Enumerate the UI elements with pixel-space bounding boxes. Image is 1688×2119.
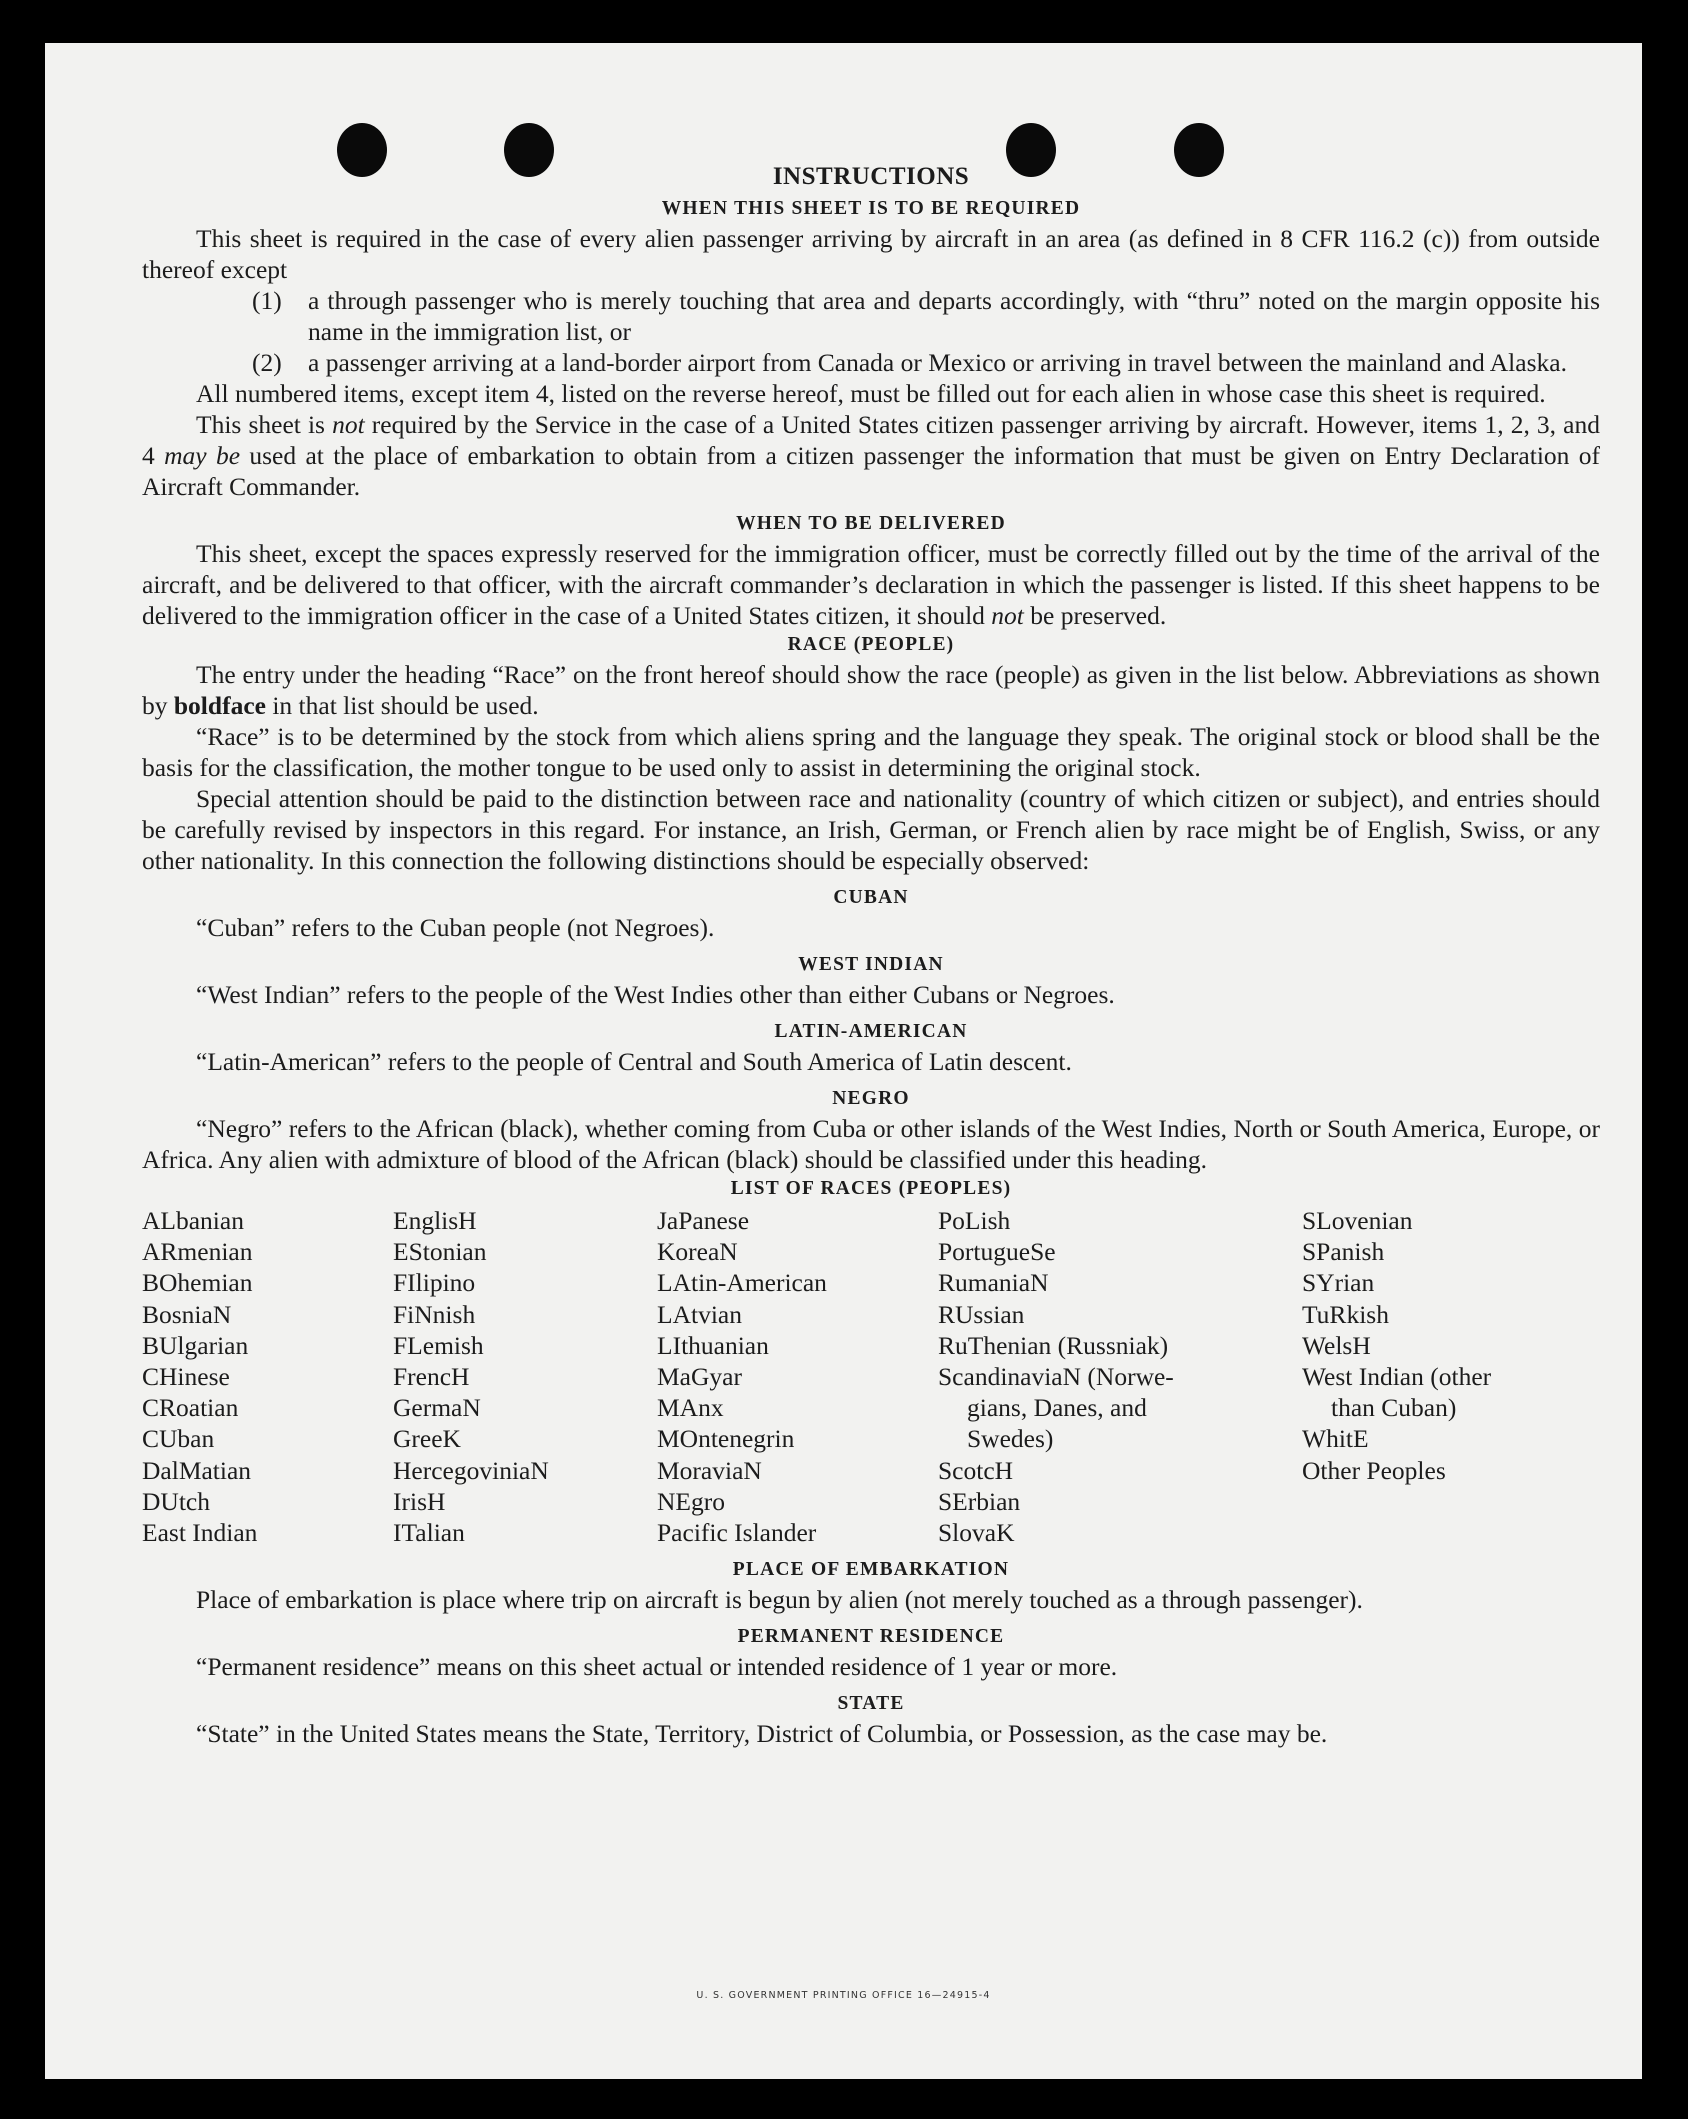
race-item: BosniaN — [142, 1299, 232, 1329]
race-item: EnglisH — [393, 1206, 477, 1235]
paragraph: Special attention should be paid to the distinction between race and nationality (country of which citizen or subject), and entries should be carefully revised by inspectors in this regard. For instance, an Irish, German, or French alien by race might be of English, Swiss, or any other nationality. In this connection the following distinctions should be especially observed: — [142, 784, 1600, 875]
race-item: ScotcH — [938, 1455, 1014, 1485]
race-item: GreeK — [393, 1424, 461, 1454]
text-run: in that list should be used. — [265, 691, 539, 720]
page-title: INSTRUCTIONS — [772, 163, 970, 190]
race-item: RUssian — [938, 1299, 1025, 1329]
bold-text: boldface — [173, 691, 266, 720]
race-item: WelsH — [1302, 1330, 1371, 1360]
race-item: CHinese — [142, 1362, 230, 1392]
race-item: TuRkish — [1302, 1299, 1389, 1329]
paragraph: Place of embarkation is place where trip on aircraft is begun by alien (not merely touched as a through passenger). — [196, 1585, 1363, 1615]
paragraph — [142, 659, 1600, 721]
text-run: required by the Service in the case of a United States citizen passenger arriving by aircraft. However, items 1, 2, 3, and 4 — [142, 410, 1600, 470]
race-list — [142, 1205, 1600, 1548]
italic-text: may be — [164, 441, 241, 470]
race-item: ITalian — [393, 1518, 465, 1548]
list-item — [142, 347, 1600, 378]
section-heading: LIST OF RACES (PEOPLES) — [730, 1178, 1012, 1199]
race-item-continued: than Cuban) — [1331, 1393, 1457, 1423]
race-item: MoraviaN — [657, 1455, 762, 1485]
paragraph — [142, 538, 1600, 631]
race-column — [393, 1205, 657, 1548]
race-item: MAnx — [657, 1393, 724, 1423]
printer-imprint: U. S. GOVERNMENT PRINTING OFFICE 16—24915-4 — [696, 1990, 991, 2001]
race-item: BUlgarian — [142, 1330, 249, 1360]
race-item: LIthuanian — [657, 1330, 769, 1360]
race-item: Other Peoples — [1302, 1455, 1446, 1485]
section-heading: PERMANENT RESIDENCE — [737, 1626, 1005, 1648]
race-item: East Indian — [142, 1518, 258, 1548]
paragraph: “Negro” refers to the African (black), whether coming from Cuba or other islands of the West Indies, North or South America, Europe, or Africa. Any alien with admixture of blood of the African (black) should be classified under this heading. — [142, 1114, 1600, 1174]
race-item: West Indian (other — [1302, 1362, 1492, 1392]
race-item: KoreaN — [657, 1237, 738, 1267]
race-item: FLemish — [393, 1330, 484, 1360]
item-text: a passenger arriving at a land-border airport from Canada or Mexico or arriving in travel between the mainland and Alaska. — [308, 348, 1567, 377]
text-run: used at the place of embarkation to obtain from a citizen passenger the information that must be given on Entry Declaration of Aircraft Commander. — [142, 441, 1600, 501]
paragraph: “State” in the United States means the State, Territory, District of Columbia, or Possession, as the case may be. — [196, 1719, 1328, 1749]
race-item: DalMatian — [142, 1455, 252, 1485]
item-number: (1) — [252, 286, 282, 315]
section-heading: STATE — [837, 1693, 905, 1715]
race-item: SLovenian — [1302, 1206, 1413, 1235]
race-item: DUtch — [142, 1486, 210, 1516]
section-heading: WEST INDIAN — [798, 954, 944, 975]
text-run: This sheet, except the spaces expressly reserved for the immigration officer, must be correctly filled out by the time of the arrival of the aircraft, and be delivered to that officer, with the aircraft commander’s declaration in which the passenger is listed. If this sheet happens to be delivered to the immigration officer in the case of a United States citizen, it should — [142, 539, 1600, 630]
race-item: LAtin-American — [657, 1268, 827, 1298]
race-item: FrencH — [393, 1362, 470, 1392]
section-heading: WHEN THIS SHEET IS TO BE REQUIRED — [661, 198, 1081, 219]
race-item: CRoatian — [142, 1393, 239, 1423]
race-column — [1302, 1205, 1592, 1548]
race-item: MOntenegrin — [657, 1424, 795, 1454]
race-item: MaGyar — [657, 1362, 742, 1392]
paragraph: “West Indian” refers to the people of the West Indies other than either Cubans or Negroes. — [196, 980, 1115, 1009]
race-item: FiNnish — [393, 1299, 476, 1329]
paragraph: “Cuban” refers to the Cuban people (not Negroes). — [196, 913, 715, 942]
race-item: NEgro — [657, 1486, 725, 1516]
section-heading: NEGRO — [832, 1088, 910, 1109]
race-column — [657, 1205, 938, 1548]
item-number: (2) — [252, 348, 282, 377]
instructions-body — [142, 161, 1600, 1749]
italic-text: not — [991, 601, 1024, 630]
section-heading: WHEN TO BE DELIVERED — [736, 513, 1006, 534]
race-column — [938, 1205, 1302, 1548]
list-item — [142, 285, 1600, 347]
race-item: PortugueSe — [938, 1237, 1056, 1267]
race-item: CUban — [142, 1424, 215, 1454]
race-item: GermaN — [393, 1393, 481, 1423]
text-run: be preserved. — [1023, 601, 1167, 630]
race-item: ScandinaviaN (Norwe- — [938, 1362, 1174, 1392]
section-heading: RACE (PEOPLE) — [787, 634, 955, 655]
race-item: IrisH — [393, 1486, 446, 1516]
paragraph — [142, 409, 1600, 502]
italic-text: not — [332, 410, 365, 439]
race-item: HercegoviniaN — [393, 1455, 549, 1485]
section-heading: LATIN-AMERICAN — [774, 1021, 968, 1042]
race-item: RumaniaN — [938, 1268, 1049, 1298]
section-heading: PLACE OF EMBARKATION — [732, 1559, 1010, 1581]
item-text: a through passenger who is merely touching that area and departs accordingly, with “thru” noted on the margin opposite his name in the immigration list, or — [308, 286, 1600, 346]
race-item: WhitE — [1302, 1424, 1369, 1454]
race-item: JaPanese — [657, 1206, 750, 1235]
paragraph: “Race” is to be determined by the stock from which aliens spring and the language they speak. The original stock or blood shall be the basis for the classification, the mother tongue to be used only to assist in determining the original stock. — [142, 722, 1600, 782]
race-column — [142, 1205, 393, 1548]
document-page — [45, 43, 1642, 2079]
paragraph: This sheet is required in the case of every alien passenger arriving by aircraft in an area (as defined in 8 CFR 116.2 (c)) from outside thereof except — [142, 224, 1600, 284]
race-item: Pacific Islander — [657, 1518, 817, 1548]
race-item: RuThenian (Russniak) — [938, 1330, 1169, 1360]
section-heading: CUBAN — [833, 887, 909, 908]
race-item: SPanish — [1302, 1237, 1385, 1267]
race-item-continued: Swedes) — [967, 1424, 1054, 1454]
race-item: ARmenian — [142, 1237, 253, 1267]
race-item: LAtvian — [657, 1299, 742, 1329]
race-item: PoLish — [938, 1206, 1011, 1235]
paragraph: All numbered items, except item 4, listed on the reverse hereof, must be filled out for each alien in whose case this sheet is required. — [196, 379, 1546, 408]
race-item: SYrian — [1302, 1268, 1375, 1298]
race-item: FIlipino — [393, 1268, 476, 1298]
paragraph: “Permanent residence” means on this sheet actual or intended residence of 1 year or more. — [196, 1652, 1118, 1682]
race-item: ALbanian — [142, 1206, 244, 1235]
paragraph: “Latin-American” refers to the people of Central and South America of Latin descent. — [196, 1047, 1072, 1076]
race-item: EStonian — [393, 1237, 487, 1267]
race-item: SlovaK — [938, 1518, 1015, 1548]
race-item: SErbian — [938, 1486, 1021, 1516]
text-run: The entry under the heading “Race” on the front hereof should show the race (people) as given in the list below. Abbreviations as shown by — [142, 660, 1600, 720]
text-run: This sheet is — [196, 410, 333, 439]
race-item-continued: gians, Danes, and — [967, 1393, 1147, 1423]
race-item: BOhemian — [142, 1268, 253, 1298]
